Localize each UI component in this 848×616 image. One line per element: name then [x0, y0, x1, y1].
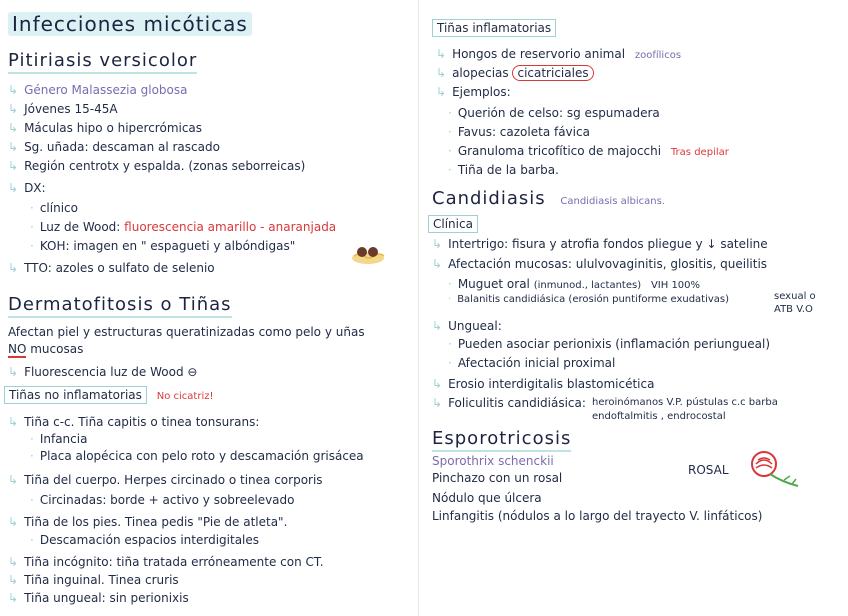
list-item: ↳ Fluorescencia luz de Wood ⊖: [8, 365, 198, 379]
bullet-icon: ↳: [432, 237, 443, 251]
bullet-icon: ↳: [8, 573, 19, 587]
list-item: ↳ Tiña del cuerpo. Herpes circinado o tinea corporis: [8, 473, 323, 487]
note-text: endoftalmitis , endrocostal: [592, 411, 726, 422]
dot-icon: ·: [448, 144, 452, 158]
dot-icon: ·: [30, 432, 34, 446]
list-item: · clínico: [30, 201, 78, 215]
section-heading-candidiasis: Candidiasis Candidiasis albicans.: [432, 188, 665, 209]
list-item: ↳ Tiña inguinal. Tinea cruris: [8, 573, 179, 587]
bullet-icon: ↳: [8, 555, 19, 569]
section-heading-esporotricosis: Esporotricosis: [432, 430, 571, 448]
list-item: ↳ Ejemplos:: [436, 85, 511, 99]
list-item: ↳ TTO: azoles o sulfato de selenio: [8, 261, 215, 275]
dot-icon: ·: [448, 163, 452, 177]
spaghetti-meatballs-icon: [350, 240, 386, 270]
bullet-icon: ↳: [8, 102, 19, 116]
dot-icon: ·: [448, 356, 452, 370]
list-item: · Circinadas: borde + activo y sobreelevado: [30, 493, 295, 507]
section-heading-pitiriasis: Pitiriasis versicolor: [8, 52, 197, 70]
list-item: ↳ Tiña ungueal: sin perionixis: [8, 591, 189, 605]
list-item: · Afectación inicial proximal: [448, 356, 616, 370]
bullet-icon: ↳: [8, 121, 19, 135]
list-item: ↳ Región centrotx y espalda. (zonas seborreicas): [8, 159, 306, 173]
list-item: Linfangitis (nódulos a lo largo del trayecto V. linfáticos): [432, 509, 763, 523]
bullet-icon: ↳: [432, 396, 443, 410]
list-item: · Pueden asociar perionixis (inflamación periungueal): [448, 337, 771, 351]
bullet-icon: ↳: [436, 66, 447, 80]
list-item: Afectan piel y estructuras queratinizadas como pelo y uñas: [8, 325, 365, 339]
dot-icon: ·: [30, 201, 34, 215]
bullet-icon: ↳: [8, 473, 19, 487]
list-item: ↳ alopecias cicatriciales: [436, 67, 594, 79]
bullet-icon: ↳: [8, 261, 19, 275]
rosal-label: ROSAL: [688, 463, 729, 477]
dot-icon: ·: [448, 277, 452, 291]
dot-icon: ·: [30, 493, 34, 507]
species-name: Sporothrix schenckii: [432, 454, 554, 468]
list-item: ↳ Género Malassezia globosa: [8, 83, 188, 97]
list-item: · Placa alopécica con pelo roto y descamación grisácea: [30, 449, 364, 463]
bullet-icon: ↳: [432, 319, 443, 333]
list-item: · Granuloma tricofítico de majocchi Tras depilar: [448, 144, 729, 158]
list-item: · KOH: imagen en " espagueti y albóndigas": [30, 239, 296, 253]
section-heading-dermatofitosis: Dermatofitosis o Tiñas: [8, 296, 232, 314]
section-heading-inflamatorias: Tiñas inflamatorias: [432, 22, 556, 34]
bullet-icon: ↳: [8, 159, 19, 173]
list-item: · Balanitis candidiásica (erosión puntiforme exudativas): [448, 294, 730, 305]
subheading-clinica: Clínica: [428, 218, 478, 230]
dot-icon: ·: [30, 533, 34, 547]
list-item: Pinchazo con un rosal: [432, 471, 563, 485]
list-item: ↳ Erosio interdigitalis blastomicética: [432, 377, 655, 391]
list-item: · Muguet oral (inmunod., lactantes) VIH 100%: [448, 277, 701, 291]
bullet-icon: ↳: [8, 83, 19, 97]
list-item: · Luz de Wood: fluorescencia amarillo - anaranjada: [30, 220, 337, 234]
list-item: ↳ Máculas hipo o hipercrómicas: [8, 121, 203, 135]
list-item: ↳ Sg. uñada: descaman al rascado: [8, 140, 220, 154]
column-divider: [418, 0, 419, 616]
list-item: ↳ Tiña incógnito: tiña tratada erróneamente con CT.: [8, 555, 324, 569]
list-item: ↳ DX:: [8, 181, 46, 195]
list-item: ↳ Jóvenes 15-45A: [8, 102, 118, 116]
list-item: · Infancia: [30, 432, 88, 446]
page-title: Infecciones micóticas: [8, 14, 252, 34]
bullet-icon: ↳: [8, 415, 19, 429]
list-item: · Querión de celso: sg espumadera: [448, 106, 660, 120]
bullet-icon: ↳: [432, 377, 443, 391]
note-text: ATB V.O: [774, 304, 813, 315]
list-item: · Descamación espacios interdigitales: [30, 533, 260, 547]
note-text: heroinómanos V.P. pústulas c.c barba: [592, 397, 778, 408]
list-item: NO mucosas: [8, 342, 84, 356]
list-item: · Favus: cazoleta fávica: [448, 125, 590, 139]
bullet-icon: ↳: [8, 181, 19, 195]
list-item: ↳ Hongos de reservorio animal zoofílicos: [436, 47, 682, 61]
bullet-icon: ↳: [8, 591, 19, 605]
dot-icon: ·: [448, 106, 452, 120]
dot-icon: ·: [30, 449, 34, 463]
list-item: · Tiña de la barba.: [448, 163, 559, 177]
section-heading-no-inflamatorias: Tiñas no inflamatorias No cicatriz!: [4, 389, 213, 402]
dot-icon: ·: [448, 125, 452, 139]
note-text: sexual o: [774, 291, 816, 302]
dot-icon: ·: [30, 239, 34, 253]
dot-icon: ·: [448, 337, 452, 351]
list-item: ↳ Tiña c-c. Tiña capitis o tinea tonsurans:: [8, 415, 260, 429]
bullet-icon: ↳: [8, 515, 19, 529]
list-item: ↳ Intertrigo: fisura y atrofia fondos pliegue y ↓ sateline: [432, 237, 768, 251]
bullet-icon: ↳: [432, 257, 443, 271]
list-item: ↳ Tiña de los pies. Tinea pedis "Pie de atleta".: [8, 515, 288, 529]
bullet-icon: ↳: [436, 47, 447, 61]
list-item: Nódulo que úlcera: [432, 491, 542, 505]
rose-icon: [748, 448, 804, 496]
bullet-icon: ↳: [436, 85, 447, 99]
bullet-icon: ↳: [8, 140, 19, 154]
dot-icon: ·: [30, 220, 34, 234]
list-item: ↳ Afectación mucosas: ululvovaginitis, glositis, queilitis: [432, 257, 768, 271]
dot-icon: ·: [448, 294, 452, 305]
list-item: ↳ Foliculitis candidiásica:: [432, 396, 586, 410]
bullet-icon: ↳: [8, 365, 19, 379]
list-item: ↳ Ungueal:: [432, 319, 502, 333]
